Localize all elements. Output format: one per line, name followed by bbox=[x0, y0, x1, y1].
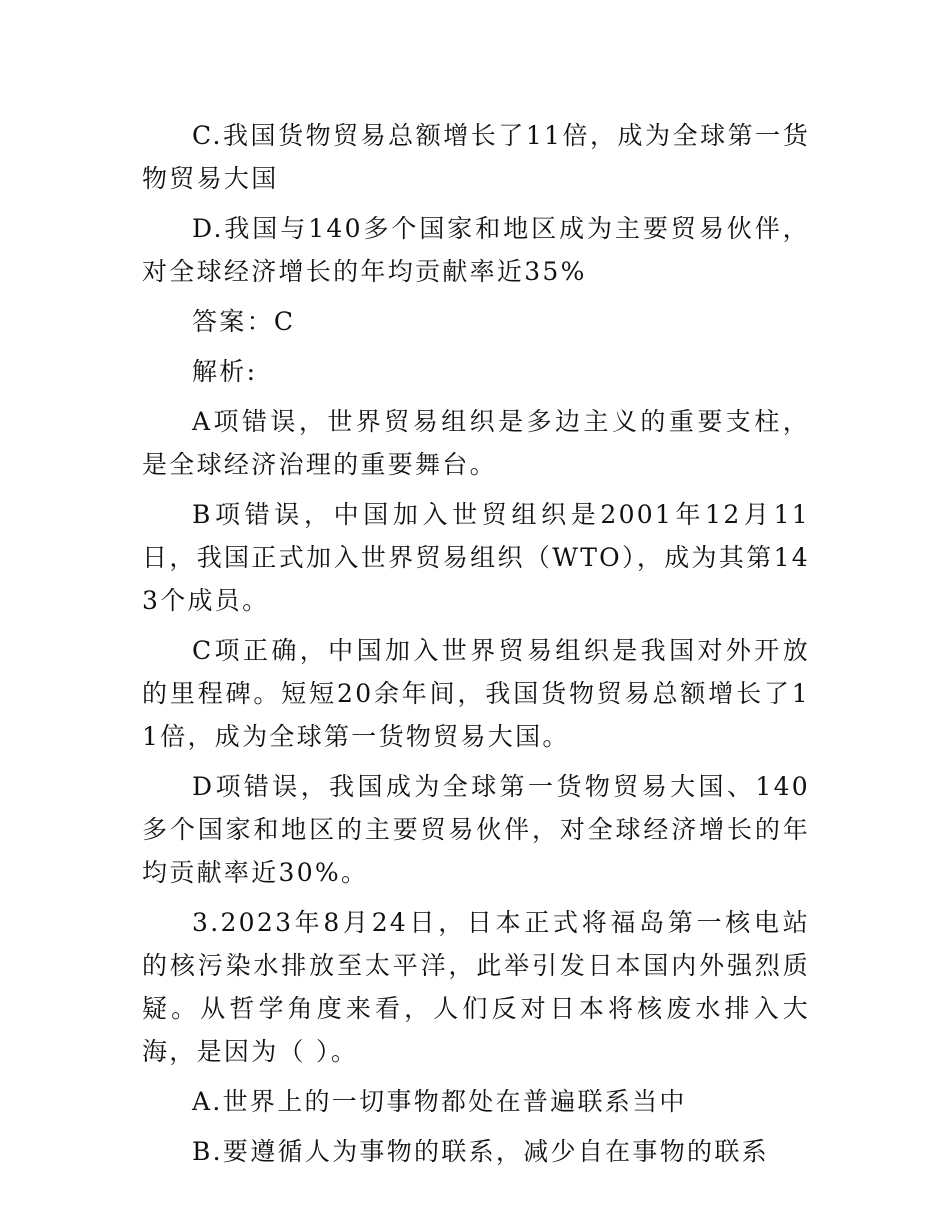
analysis-heading: 解析: bbox=[192, 357, 258, 386]
analysis-item-b: B项错误，中国加入世贸组织是2001年12月11日，我国正式加入世界贸易组织（WTO），成为其第143个成员。 bbox=[142, 500, 810, 615]
question-3-option-a: A.世界上的一切事物都处在普遍联系当中 bbox=[192, 1087, 687, 1116]
analysis-item-a: A项错误，世界贸易组织是多边主义的重要支柱，是全球经济治理的重要舞台。 bbox=[142, 407, 810, 479]
analysis-item-d: D项错误，我国成为全球第一货物贸易大国、140多个国家和地区的主要贸易伙伴，对全球经济增长的年均贡献率近30%。 bbox=[142, 772, 810, 887]
option-c-text: C.我国货物贸易总额增长了11倍，成为全球第一货物贸易大国 bbox=[142, 121, 810, 193]
answer-line: 答案：C bbox=[192, 307, 296, 336]
document-body bbox=[142, 114, 810, 1180]
option-d-text: D.我国与140多个国家和地区成为主要贸易伙伴，对全球经济增长的年均贡献率近35% bbox=[142, 214, 810, 286]
question-3-stem: 3.2023年8月24日，日本正式将福岛第一核电站的核污染水排放至太平洋，此举引发日本国内外强烈质疑。从哲学角度来看，人们反对日本将核废水排入大海，是因为（ ）。 bbox=[142, 908, 810, 1066]
question-3-option-b: B.要遵循人为事物的联系，减少自在事物的联系 bbox=[192, 1137, 769, 1166]
analysis-item-c: C项正确，中国加入世界贸易组织是我国对外开放的里程碑。短短20余年间，我国货物贸易总额增长了11倍，成为全球第一货物贸易大国。 bbox=[142, 636, 810, 751]
